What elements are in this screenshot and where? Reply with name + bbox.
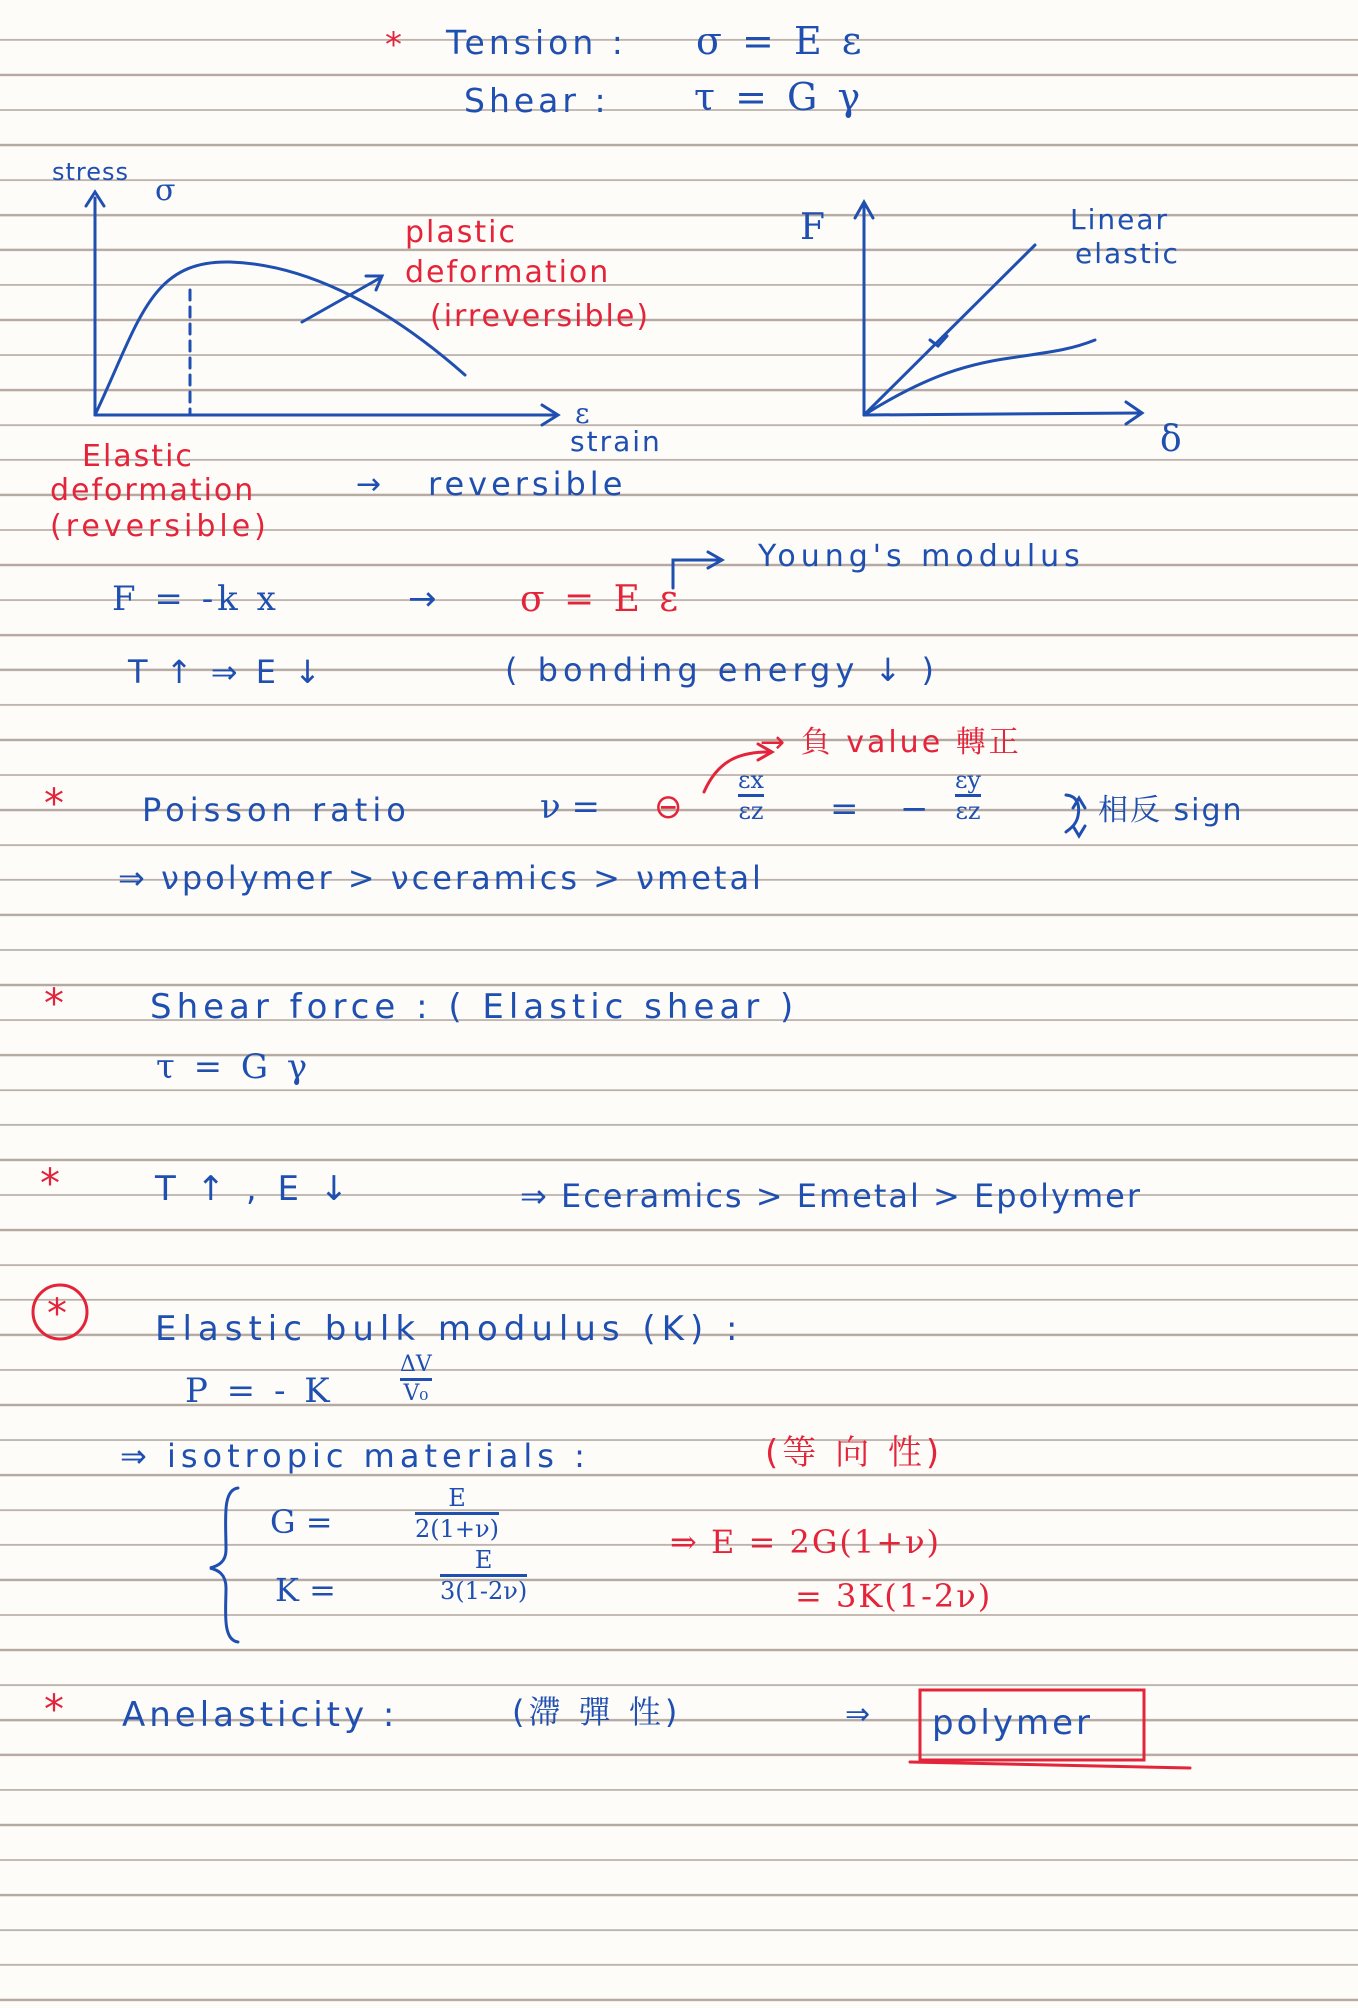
delta-axis [864,413,1140,415]
anelastic-star: * [44,1687,64,1733]
poisson-bracket-down [1073,826,1085,836]
shear-formula: τ = G γ [694,75,865,119]
elastic-label-1: Elastic [82,439,194,474]
elastic-label: elastic [1075,237,1180,270]
bulk-num: ΔV [400,1352,432,1377]
bonding-energy: ( bonding energy ↓ ) [505,651,939,689]
poisson-sign-note: → 負 value 轉正 [760,725,1022,760]
tension-label: Tension : [446,23,627,62]
header-star: * [385,25,402,65]
shear-formula: τ = G γ [156,1047,312,1087]
poisson-nu: ν = [540,787,600,827]
bulk-den: V₀ [403,1381,429,1406]
isotropic-text: ⇒ isotropic materials : [120,1437,590,1475]
g-lhs: G = [270,1503,333,1541]
result-line-1: ⇒ E = 2G(1+ν) [670,1523,942,1561]
bulk-star: * [47,1291,67,1337]
plastic-label-1: plastic [405,215,517,250]
temperature-effect: T ↑ ⇒ E ↓ [128,653,325,691]
plastic-arrow [302,278,380,322]
plastic-label-2: deformation [405,255,611,290]
elastic-label-3: (reversible) [50,509,270,544]
poisson-opposite-sign: 相反 sign [1098,793,1244,828]
force-symbol: F [800,207,825,248]
strain-symbol: ε [575,397,590,430]
reversible-text: reversible [428,465,627,503]
shear-star: * [44,981,64,1027]
nonlinear-curve [864,340,1095,415]
anelastic-chinese: (滯 彈 性) [512,1693,682,1731]
poisson-star: * [44,781,64,827]
poisson-num-1: εx [738,766,764,794]
poisson-minus: − [900,789,929,829]
poisson-equals: = [830,789,859,829]
poisson-label: Poisson ratio [142,791,411,829]
shear-title: Shear force : ( Elastic shear ) [150,987,799,1027]
poisson-minus-circled: ⊖ [654,787,683,827]
plastic-label-3: (irreversible) [430,299,651,334]
stress-axis-label: stress [52,158,130,186]
bulk-title: Elastic bulk modulus (K) : [155,1309,744,1349]
shear-label: Shear : [464,81,610,120]
k-lhs: K = [275,1571,336,1609]
youngs-modulus-label: Young's modulus [758,539,1085,574]
isotropic-brace [210,1488,238,1642]
g-num: E [448,1484,466,1512]
k-fraction [440,1548,527,1603]
poisson-den-2: εz [955,797,981,825]
strain-axis-label: strain [570,425,662,458]
poisson-fraction-2 [955,768,981,823]
bulk-formula: P = - K [185,1371,334,1411]
elastic-label-2: deformation [50,473,256,508]
stress-symbol: σ [155,173,176,208]
g-fraction [415,1486,499,1541]
polymer-boxed: polymer [932,1703,1093,1743]
poisson-num-2: εy [955,766,981,794]
trend-temperature: T ↑ , E ↓ [155,1169,354,1209]
isotropic-chinese: (等 向 性) [765,1433,944,1473]
k-den: 3(1-2ν) [440,1577,528,1605]
trend-modulus-order: ⇒ Eceramics > Emetal > Epolymer [520,1177,1142,1215]
poisson-fraction-1 [738,768,764,823]
linear-label: Linear [1070,203,1170,236]
anelastic-title: Anelasticity : [122,1695,399,1735]
k-num: E [474,1546,493,1574]
result-line-2: = 3K(1-2ν) [795,1577,993,1615]
reversible-arrow: → [356,467,382,502]
poisson-den-1: εz [738,797,764,825]
g-den: 2(1+ν) [415,1515,499,1543]
hooke-arrow: → [408,579,437,619]
tension-formula: σ = E ε [696,19,866,63]
trend-star: * [40,1161,60,1207]
anelastic-implies: ⇒ [845,1697,871,1732]
poisson-order: ⇒ νpolymer > νceramics > νmetal [118,859,764,897]
hooke-law: F = -k x [112,579,280,619]
linear-elastic-line [864,245,1035,415]
delta-symbol: δ [1160,419,1182,460]
bulk-fraction [400,1354,432,1405]
stress-law: σ = E ε [520,579,682,620]
polymer-underline [910,1762,1190,1768]
